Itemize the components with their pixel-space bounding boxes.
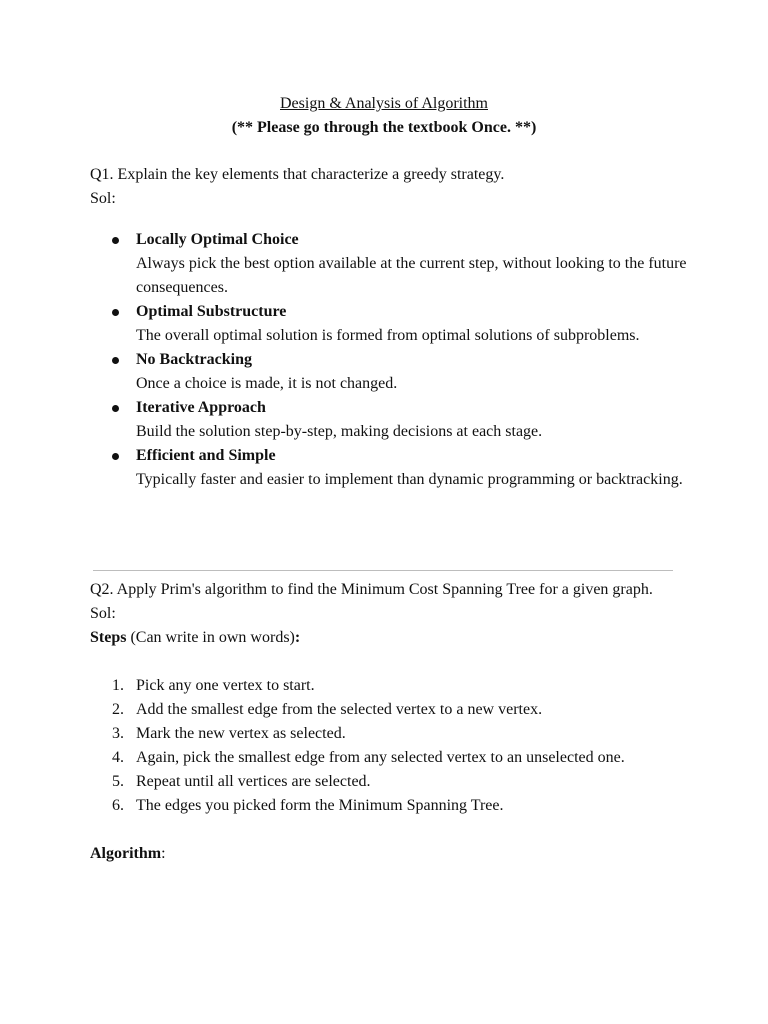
step-text: Mark the new vertex as selected. [136, 725, 346, 742]
bullet-text: Typically faster and easier to implement than dynamic programming or backtracking. [136, 471, 683, 488]
bullet-heading: Optimal Substructure [136, 303, 287, 320]
q2-sol-label: Sol: [90, 605, 116, 622]
section-divider [93, 570, 673, 571]
list-item [90, 396, 690, 444]
bullet-heading: Efficient and Simple [136, 447, 276, 464]
step-text: Add the smallest edge from the selected vertex to a new vertex. [136, 701, 543, 718]
algorithm-colon: : [161, 845, 166, 862]
step-number: 5. [112, 773, 124, 790]
step-text: The edges you picked form the Minimum Spanning Tree. [136, 797, 504, 814]
step-text: Pick any one vertex to start. [136, 677, 315, 694]
list-item [90, 770, 690, 794]
bullet-heading: Iterative Approach [136, 399, 266, 416]
list-item [90, 698, 690, 722]
q1-sol-label: Sol: [90, 190, 116, 207]
bullet-heading: No Backtracking [136, 351, 252, 368]
step-text: Again, pick the smallest edge from any selected vertex to an unselected one. [136, 749, 625, 766]
steps-heading [90, 626, 680, 650]
list-item [90, 674, 690, 698]
document-subtitle: (** Please go through the textbook Once. **) [231, 119, 537, 136]
step-text: Repeat until all vertices are selected. [136, 773, 371, 790]
steps-list [90, 674, 690, 818]
step-number: 4. [112, 749, 124, 766]
steps-note: (Can write in own words) [126, 629, 295, 646]
steps-colon: : [294, 629, 301, 646]
step-number: 2. [112, 701, 124, 718]
bullet-heading: Locally Optimal Choice [136, 231, 299, 248]
q1-section [90, 163, 690, 211]
bullet-icon [112, 309, 119, 316]
list-item [90, 722, 690, 746]
list-item [90, 746, 690, 770]
q1-question: Q1. Explain the key elements that characterize a greedy strategy. [90, 166, 505, 183]
algorithm-heading [90, 842, 166, 866]
bullet-icon [112, 405, 119, 412]
bullet-icon [112, 453, 119, 460]
bullet-icon [112, 357, 119, 364]
q1-bullet-list [90, 228, 690, 492]
algorithm-label: Algorithm [90, 845, 162, 862]
step-number: 1. [112, 677, 124, 694]
list-item [90, 794, 690, 818]
steps-label: Steps [90, 629, 127, 646]
q2-question: Q2. Apply Prim's algorithm to find the Minimum Cost Spanning Tree for a given graph. [90, 581, 653, 598]
list-item [90, 348, 690, 396]
bullet-text: The overall optimal solution is formed from optimal solutions of subproblems. [136, 327, 640, 344]
bullet-text: Once a choice is made, it is not changed. [136, 375, 398, 392]
step-number: 6. [112, 797, 124, 814]
bullet-text: Build the solution step-by-step, making decisions at each stage. [136, 423, 543, 440]
bullet-text: Always pick the best option available at the current step, without looking to the future consequences. [136, 255, 687, 296]
list-item [90, 228, 690, 300]
q2-section [90, 578, 680, 650]
bullet-icon [112, 237, 119, 244]
list-item [90, 300, 690, 348]
list-item [90, 444, 690, 492]
document-title: Design & Analysis of Algorithm [280, 95, 488, 112]
step-number: 3. [112, 725, 124, 742]
